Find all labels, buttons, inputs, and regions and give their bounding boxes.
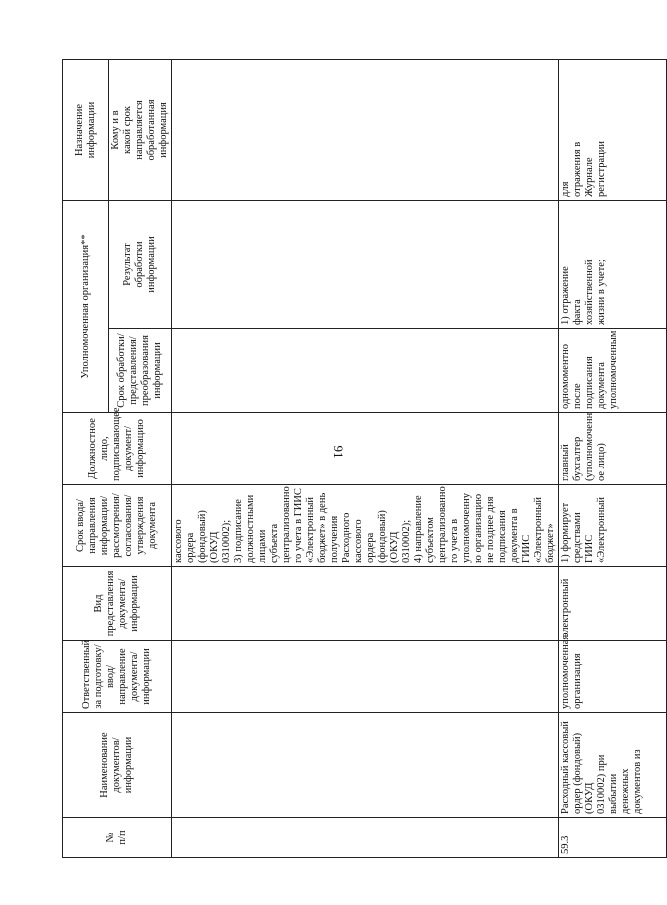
cell-result: 1) отражение факта хозяйственной жизни в учете; bbox=[559, 201, 667, 329]
header-signer: Должностное лицо, подписывающее документ/ информацию bbox=[63, 413, 172, 485]
cell-proc-term bbox=[172, 329, 559, 413]
header-authorized-org: Уполномоченная организация** bbox=[63, 201, 109, 413]
cell-whom: для отражения в Журнале регистрации bbox=[559, 60, 667, 201]
cell-name: Расходный кассовый ордер (фондовый) (ОКУД 0310002) при выбытии денежных документов из bbox=[559, 713, 667, 818]
cell-result bbox=[172, 201, 559, 329]
cell-kind bbox=[172, 567, 559, 641]
document-table bbox=[62, 59, 667, 858]
cell-responsible: уполномоченная организация bbox=[559, 641, 667, 713]
header-whom: Кому и в какой срок направляется обработанная информация bbox=[109, 60, 172, 201]
cell-responsible bbox=[172, 641, 559, 713]
cell-signer: главный бухгалтер (уполномоченн ое лицо) bbox=[559, 413, 667, 485]
page-number: 91 bbox=[331, 445, 346, 459]
cell-term: 1) формирует средствами ГИИС «Электронный bbox=[559, 485, 667, 567]
table-row bbox=[559, 60, 667, 858]
header-kind: Вид представления документа/ информации bbox=[63, 567, 172, 641]
header-responsible: Ответственный за подготовку/ ввод/ направление документа/ информации bbox=[63, 641, 172, 713]
cell-whom bbox=[172, 60, 559, 201]
header-term: Срок ввода/ направления информации/ рассмотрения/ согласования/ утверждения документа bbox=[63, 485, 172, 567]
header-result: Результат обработки информации bbox=[109, 201, 172, 329]
cell-no: 59.3 bbox=[559, 818, 667, 858]
cell-name bbox=[172, 713, 559, 818]
header-name: Наименование документов/информации bbox=[63, 713, 172, 818]
table-row bbox=[172, 60, 559, 858]
document-table-rotated bbox=[62, 60, 643, 858]
cell-signer bbox=[172, 413, 559, 485]
cell-term: кассового ордера (фондовый) (ОКУД 0310002); 3) подписание должностными лицами субъекта централизованно го учета в ГИИС «Электронный бюджет» в день получения Расходного кассового ордера (фондовый) (ОКУД 0310002); 4) направление субъектом централизованно го учета в уполномоченну ю организацию не позднее дня подписания документа в ГИИС «Электронный бюджет» bbox=[172, 485, 559, 567]
cell-proc-term: одномоментно после подписания документа уполномоченным bbox=[559, 329, 667, 413]
cell-no bbox=[172, 818, 559, 858]
header-no: № п/п bbox=[63, 818, 172, 858]
header-proc-term: Срок обработки/ представления/ преобразования информации bbox=[109, 329, 172, 413]
header-purpose: Назначение информации bbox=[63, 60, 109, 201]
cell-kind: электронный bbox=[559, 567, 667, 641]
